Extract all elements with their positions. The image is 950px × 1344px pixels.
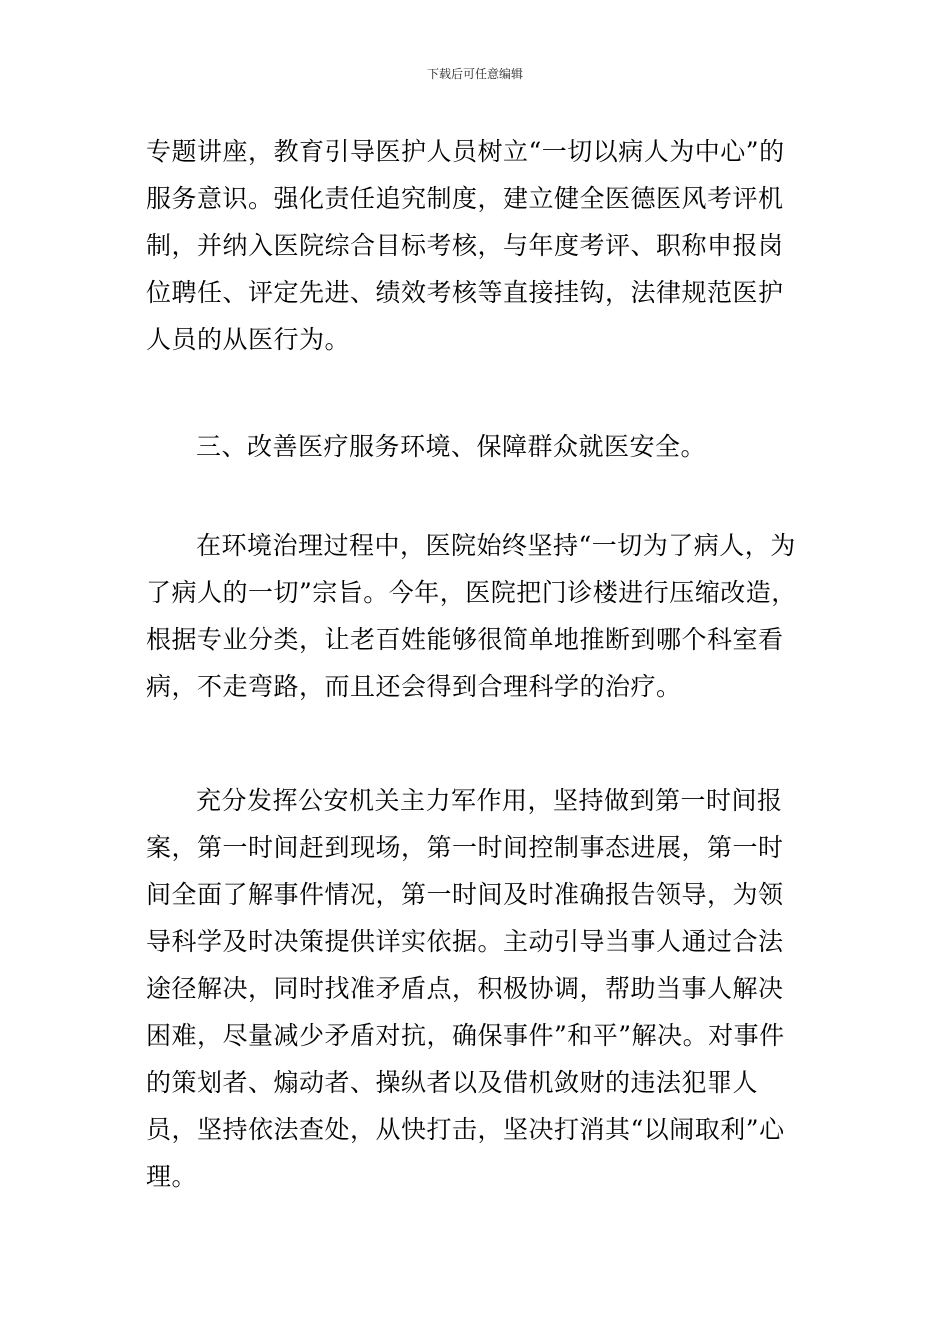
page-header: 下载后可任意编辑 xyxy=(426,67,523,81)
paragraph-2: 在环境治理过程中，医院始终坚持“一切为了病人，为了病人的一切”宗旨。今年，医院把门诊楼进行压缩改造，根据专业分类，让老百姓能够很简单地推断到哪个科室看病，不走弯路，而且还会得到合理科学的治疗。 xyxy=(146,531,797,701)
paragraph-3: 充分发挥公安机关主力军作用，坚持做到第一时间报案，第一时间赶到现场，第一时间控制事态进展，第一时间全面了解事件情况，第一时间及时准确报告领导，为领导科学及时决策提供详实依据。主动引导当事人通过合法途径解决，同时找准矛盾点，积极协调，帮助当事人解决困难，尽量减少矛盾对抗，确保事件”和平”解决。对事件的策划者、煽动者、操纵者以及借机敛财的违法犯罪人员，坚持依法查处，从快打击，坚决打消其“以闹取利”心理。 xyxy=(146,786,785,1191)
paragraph-1: 专题讲座，教育引导医护人员树立“一切以病人为中心”的服务意识。强化责任追究制度，建立健全医德医风考评机制，并纳入医院综合目标考核，与年度考评、职称申报岗位聘任、评定先进、绩效考核等直接挂钩，法律规范医护人员的从医行为。 xyxy=(146,137,785,354)
section-heading: 三、改善医疗服务环境、保障群众就医安全。 xyxy=(196,432,707,461)
